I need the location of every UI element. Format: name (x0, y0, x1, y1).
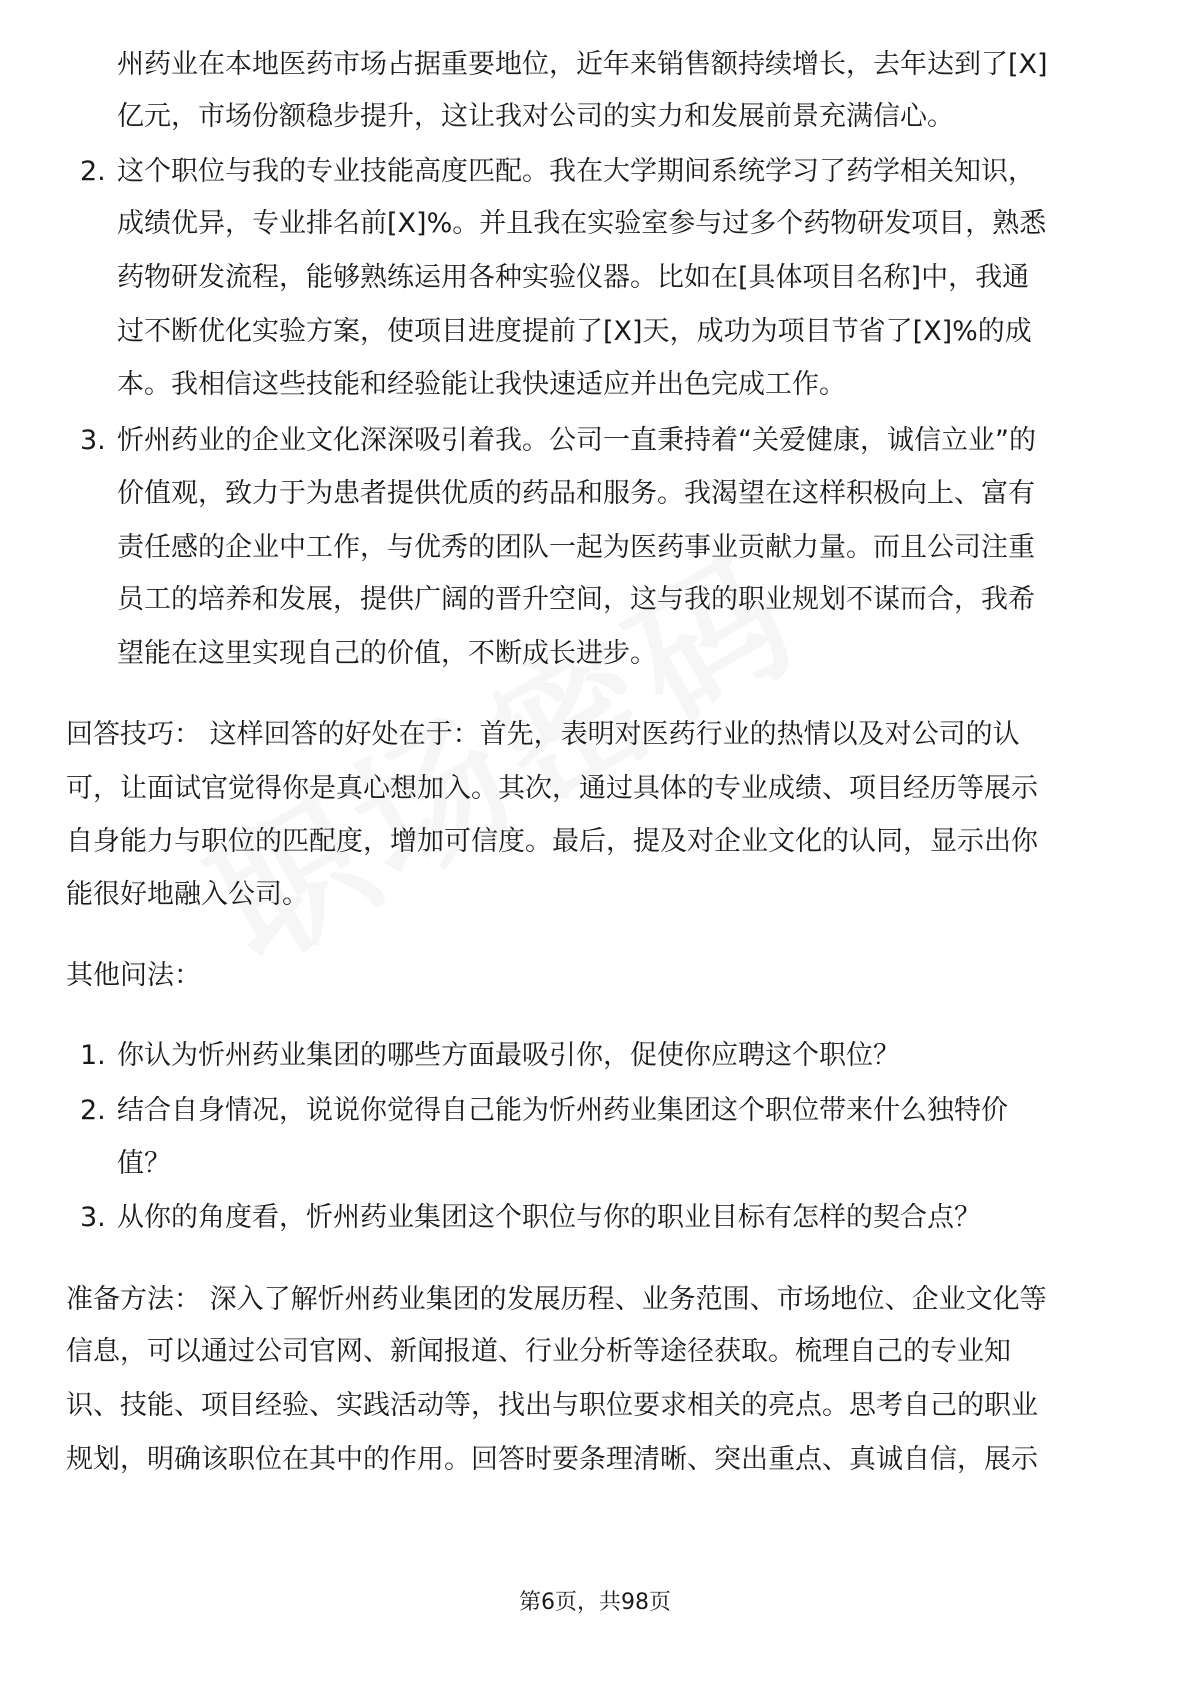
other-question-line: 结合自身情况，说说你觉得自己能为忻州药业集团这个职位带来什么独特价 (117, 1095, 1008, 1126)
list-item-3-line: 忻州药业的企业文化深深吸引着我。公司一直秉持着“关爱健康，诚信立业”的 (117, 425, 1036, 456)
tips-line: 能很好地融入公司。 (66, 879, 309, 910)
list-item-3-line: 员工的培养和发展，提供广阔的晋升空间，这与我的职业规划不谋而合，我希 (117, 584, 1035, 615)
other-questions-heading: 其他问法： (66, 960, 201, 991)
list-item-1-line: 州药业在本地医药市场占据重要地位，近年来销售额持续增长，去年达到了[X] (117, 49, 1048, 80)
list-number: 3. (80, 1202, 106, 1233)
list-item-2-line: 药物研发流程，能够熟练运用各种实验仪器。比如在[具体项目名称]中，我通 (117, 262, 1030, 293)
list-number: 3. (80, 425, 106, 456)
page-footer: 第6页，共98页 (519, 1590, 671, 1615)
list-item-2-line: 本。我相信这些技能和经验能让我快速适应并出色完成工作。 (117, 369, 846, 400)
list-item-3-line: 价值观，致力于为患者提供优质的药品和服务。我渴望在这样积极向上、富有 (117, 478, 1035, 509)
list-number: 2. (80, 156, 106, 187)
other-question-line: 你认为忻州药业集团的哪些方面最吸引你，促使你应聘这个职位？ (117, 1040, 900, 1071)
list-item-2-line: 过不断优化实验方案，使项目进度提前了[X]天，成功为项目节省了[X]%的成 (117, 316, 1032, 347)
tips-line: 可，让面试官觉得你是真心想加入。其次，通过具体的专业成绩、项目经历等展示 (66, 773, 1038, 804)
prep-line: 信息，可以通过公司官网、新闻报道、行业分析等途径获取。梳理自己的专业知 (66, 1336, 1011, 1367)
other-question-line: 从你的角度看，忻州药业集团这个职位与你的职业目标有怎样的契合点？ (117, 1202, 981, 1233)
other-question-line: 值？ (117, 1148, 171, 1179)
list-item-2-line: 这个职位与我的专业技能高度匹配。我在大学期间系统学习了药学相关知识， (117, 156, 1035, 187)
prep-line: 准备方法： 深入了解忻州药业集团的发展历程、业务范围、市场地位、企业文化等 (66, 1284, 1047, 1315)
tips-line: 自身能力与职位的匹配度，增加可信度。最后，提及对企业文化的认同，显示出你 (66, 826, 1038, 857)
prep-line: 识、技能、项目经验、实践活动等，找出与职位要求相关的亮点。思考自己的职业 (66, 1390, 1038, 1421)
list-item-3-line: 责任感的企业中工作，与优秀的团队一起为医药事业贡献力量。而且公司注重 (117, 532, 1035, 563)
list-number: 1. (80, 1040, 106, 1071)
list-item-1-line: 亿元，市场份额稳步提升，这让我对公司的实力和发展前景充满信心。 (117, 101, 954, 132)
list-number: 2. (80, 1095, 106, 1126)
list-item-3-line: 望能在这里实现自己的价值，不断成长进步。 (117, 638, 657, 669)
list-item-2-line: 成绩优异，专业排名前[X]%。并且我在实验室参与过多个药物研发项目，熟悉 (117, 208, 1047, 239)
tips-line: 回答技巧： 这样回答的好处在于：首先，表明对医药行业的热情以及对公司的认 (66, 719, 1020, 750)
prep-line: 规划，明确该职位在其中的作用。回答时要条理清晰、突出重点、真诚自信，展示 (66, 1444, 1038, 1475)
